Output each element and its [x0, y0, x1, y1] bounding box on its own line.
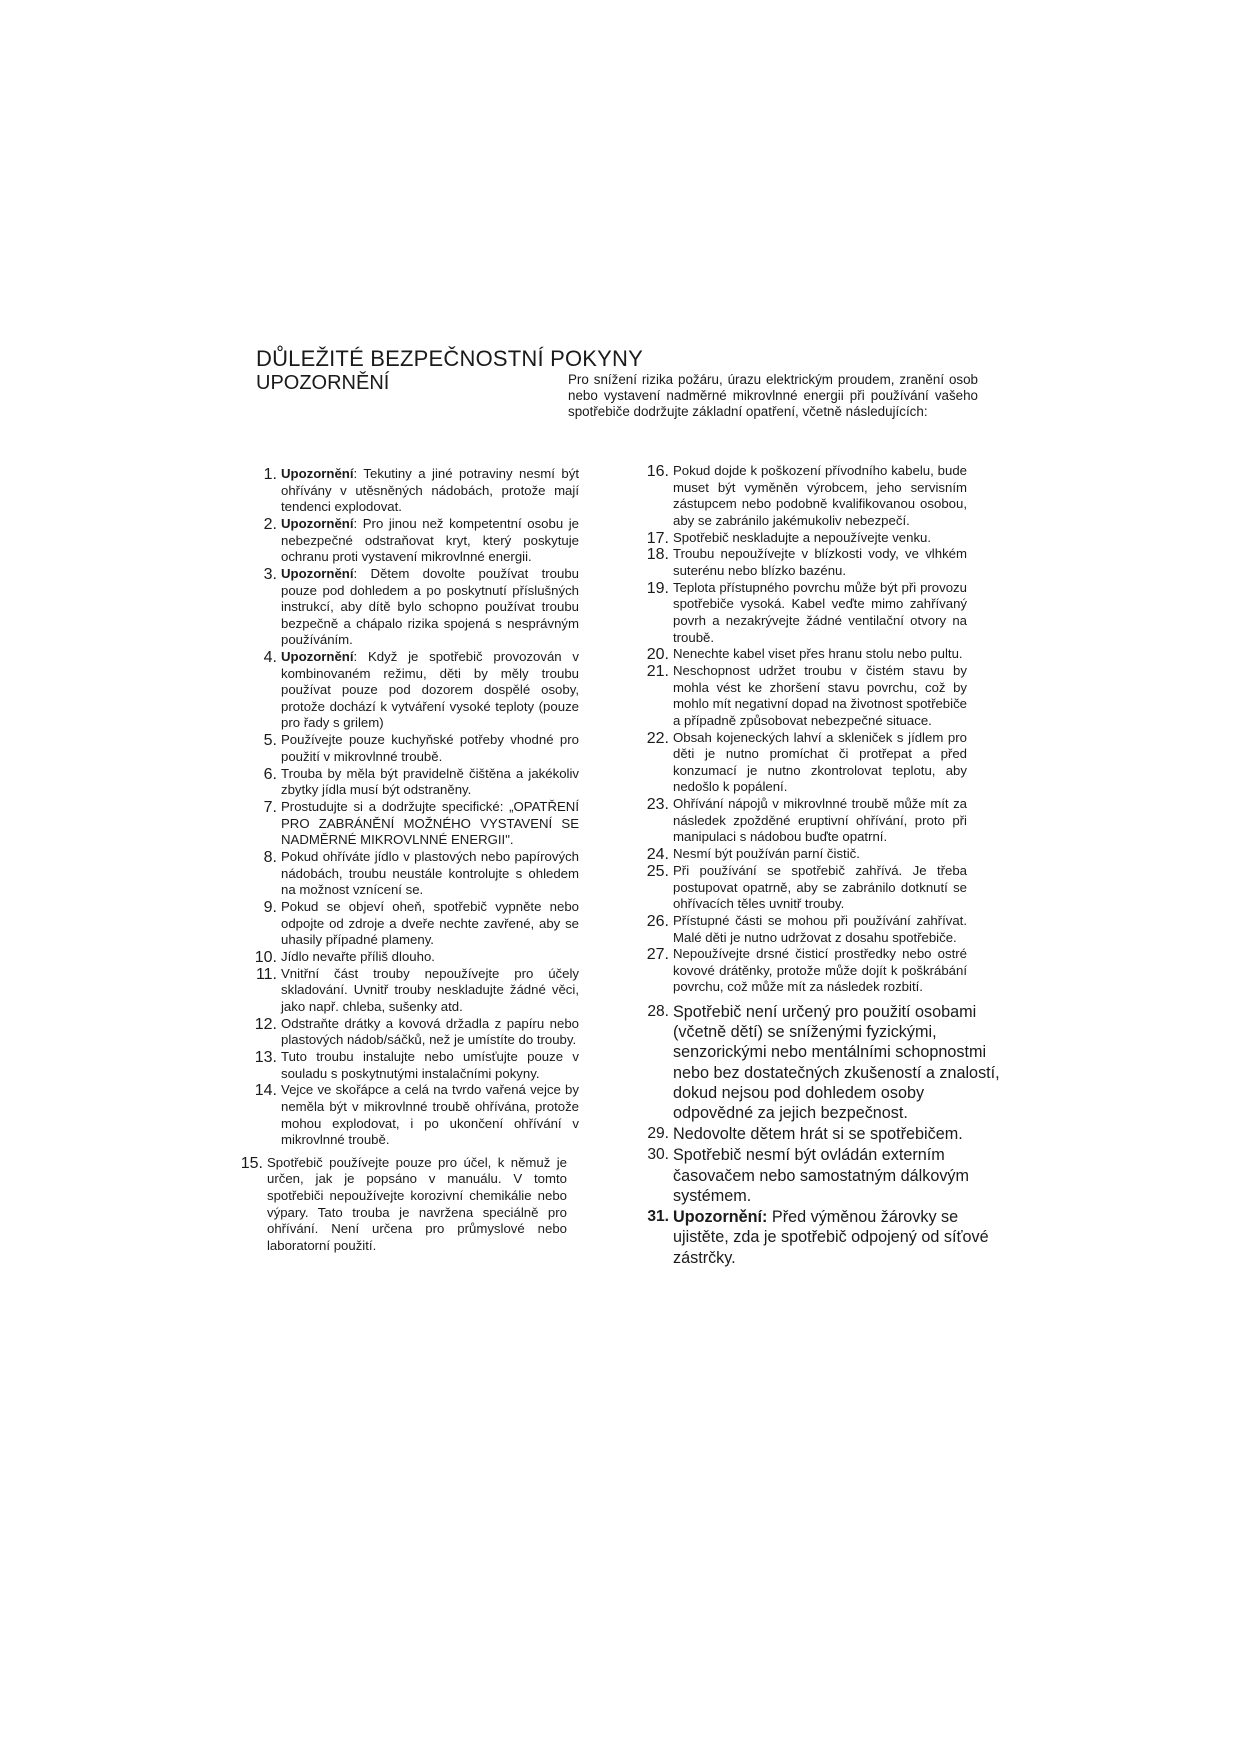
- item-text: Tuto troubu instalujte nebo umísťujte pouze v souladu s poskytnutými instalačními pokyny.: [281, 1049, 579, 1081]
- list-item: [263, 732, 579, 765]
- page-title: DŮLEŽITÉ BEZPEČNOSTNÍ POKYNY: [256, 346, 644, 371]
- list-item: [646, 579, 967, 646]
- item-number: 15.: [240, 1154, 263, 1172]
- item-text: Trouba by měla být pravidelně čištěna a jakékoliv zbytky jídla musí být odstraněny.: [281, 765, 579, 798]
- item-text: Používejte pouze kuchyňské potřeby vhodné pro použití v mikrovlnné troubě.: [281, 732, 579, 764]
- list-item: [646, 846, 967, 864]
- list-item: [254, 948, 579, 966]
- item-number: 18.: [646, 546, 669, 564]
- list-item: [254, 1049, 579, 1082]
- item-number: 27.: [646, 946, 669, 964]
- list-item: [263, 565, 579, 649]
- item-text: Nenechte kabel viset přes hranu stolu nebo pultu.: [673, 646, 963, 662]
- item-text: Spotřebič používejte pouze pro účel, k němuž je určen, jak je popsáno v manuálu. V tomto spotřebiči nepoužívejte korozivní chemikálie nebo výpary. Tato trouba je navržena speciálně pro ohřívání. Není určena pro průmyslové nebo laboratorní použití.: [267, 1154, 567, 1253]
- item-number: 24.: [646, 846, 669, 864]
- list-item: [254, 1015, 579, 1049]
- item-warning-label: Upozornění: [281, 649, 354, 665]
- item-text: Pokud dojde k poškození přívodního kabelu, bude muset být vyměněn výrobcem, jeho servisním zástupcem nebo podobně kvalifikovanou osobou, aby se zabránilo jakémukoliv nebezpečí.: [673, 463, 967, 528]
- item-number: 25.: [646, 862, 669, 880]
- item-number: 5.: [263, 732, 277, 750]
- item-number: 14.: [254, 1082, 277, 1100]
- list-item: [646, 663, 967, 729]
- item-text: Nesmí být používán parní čistič.: [673, 846, 860, 862]
- list-item: [647, 1124, 1003, 1144]
- item-number: 6.: [263, 765, 277, 783]
- item-number: 10.: [254, 948, 277, 966]
- item-text: Odstraňte drátky a kovová držadla z papíru nebo plastových nádob/sáčků, než je umístíte do trouby.: [281, 1015, 579, 1048]
- item-text: Jídlo nevařte příliš dlouho.: [281, 948, 435, 964]
- item-warning-label: Upozornění: [281, 565, 354, 581]
- list-item: [646, 862, 967, 913]
- list-item: [646, 729, 967, 796]
- section-subtitle: UPOZORNĚNÍ: [256, 372, 390, 394]
- item-text: Obsah kojeneckých lahví a skleniček s jídlem pro děti je nutno promíchat či protřepat a před konzumací je nutno zkontrolovat teplotu, aby nedošlo k popálení.: [673, 729, 967, 795]
- list-item: [263, 649, 579, 732]
- item-text: Spotřebič neskladujte a nepoužívejte venku.: [673, 529, 932, 545]
- item-text: Nedovolte dětem hrát si se spotřebičem.: [673, 1125, 963, 1144]
- item-number: 26.: [646, 912, 669, 930]
- instructions-left-column: [240, 466, 579, 1255]
- item-text: Prostudujte si a dodržujte specifické: „OPATŘENÍ PRO ZABRÁNĚNÍ MOŽNÉHO VYSTAVENÍ SE NADMĚRNÉ MIKROVLNNÉ ENERGII".: [281, 799, 579, 848]
- list-item: [646, 946, 967, 996]
- list-item: [646, 646, 967, 664]
- item-number: 29.: [647, 1125, 669, 1143]
- list-item: [254, 1082, 579, 1148]
- item-text: Vejce ve skořápce a celá na tvrdo vařená vejce by neměla být v mikrovlnné troubě ohřívána, protože mohou explodovat, i po ukončení ohřívání v mikrovlnné troubě.: [281, 1082, 579, 1148]
- item-text: : Dětem dovolte používat troubu pouze pod dohledem a po poskytnutí příslušných instrukcí, aby dítě bylo schopno používat troubu bezpečně a chápalo rizika spojená s nesprávným používáním.: [281, 565, 579, 648]
- list-item: [255, 965, 579, 1016]
- list-item: [263, 765, 579, 799]
- item-number: 31.: [647, 1208, 669, 1226]
- item-text: Spotřebič není určený pro použití osobami (včetně dětí) se sníženými fyzickými, senzorickými nebo mentálními schopnostmi nebo bez dostatečných zkušeností a znalostí, dokud nejsou pod dohledem osoby odpovědné za jejich bezpečnost.: [673, 1003, 1000, 1123]
- item-number: 28.: [647, 1003, 669, 1021]
- item-text: Přístupné části se mohou při používání zahřívat. Malé děti je nutno udržovat z dosahu spotřebiče.: [673, 912, 967, 945]
- item-text: Při používání se spotřebič zahřívá. Je třeba postupovat opatrně, aby se zabránilo dotknutí se ohřívacích těles uvnitř trouby.: [673, 862, 967, 912]
- list-item: [263, 799, 579, 849]
- list-item: [647, 1145, 1003, 1206]
- item-number: 7.: [263, 799, 277, 816]
- item-text: : Pro jinou než kompetentní osobu je nebezpečné odstraňovat kryt, který poskytuje ochranu proti vystavení mikrovlnné energii.: [281, 515, 579, 565]
- item-number: 23.: [646, 796, 669, 814]
- item-number: 4.: [263, 649, 277, 667]
- intro-paragraph: Pro snížení rizika požáru, úrazu elektrickým proudem, zranění osob nebo vystavení nadměrné mikrovlnné energii při používání vašeho spotřebiče dodržujte základní opatření, včetně následujících:: [568, 372, 978, 419]
- item-number: 20.: [646, 646, 669, 664]
- list-item: [647, 1002, 1003, 1123]
- list-item: [646, 912, 967, 946]
- list-item: [647, 1207, 1003, 1268]
- list-item: [263, 466, 579, 516]
- item-text: Vnitřní část trouby nepoužívejte pro účely skladování. Uvnitř trouby neskladujte žádné věci, jako např. chleba, sušenky atd.: [281, 965, 579, 1014]
- item-number: 8.: [263, 848, 277, 866]
- list-item: [646, 463, 967, 529]
- list-item: [263, 848, 579, 899]
- item-number: 12.: [254, 1015, 277, 1033]
- item-number: 11.: [255, 965, 277, 983]
- item-text: Pokud ohříváte jídlo v plastových nebo papírových nádobách, troubu neustále kontrolujte s ohledem na možnost vznícení se.: [281, 848, 579, 898]
- item-text: Nepoužívejte drsné čisticí prostředky nebo ostré kovové drátěnky, protože může dojít k poškrábání povrchu, což může mít za následek rozbití.: [673, 946, 967, 995]
- item-number: 9.: [263, 898, 277, 916]
- item-text: Ohřívání nápojů v mikrovlnné troubě může mít za následek zpožděné eruptivní ohřívání, proto při manipulaci s nádobou buďte opatrní.: [673, 796, 967, 845]
- item-text: Troubu nepoužívejte v blízkosti vody, ve vlhkém suterénu nebo blízko bazénu.: [673, 546, 967, 578]
- item-warning-label: Upozornění:: [673, 1208, 768, 1227]
- item-text: : Když je spotřebič provozován v kombinovaném režimu, děti by měly troubu používat pouze pod dozorem dospělé osoby, protože dochází k vytváření vysoké teploty (pouze pro řady s grilem): [281, 649, 579, 731]
- item-text: Spotřebič nesmí být ovládán externím časovačem nebo samostatným dálkovým systémem.: [673, 1146, 969, 1205]
- item-warning-label: Upozornění: [281, 466, 354, 481]
- list-item: [240, 1154, 567, 1255]
- item-text: Teplota přístupného povrchu může být při provozu spotřebiče vysoká. Kabel veďte mimo zahřívaný povrh a nezakrývejte žádné ventilační otvory na troubě.: [673, 579, 967, 645]
- item-number: 2.: [263, 515, 277, 533]
- item-number: 1.: [263, 466, 277, 483]
- list-item: [646, 796, 967, 846]
- list-item: [263, 898, 579, 949]
- item-number: 17.: [646, 529, 669, 547]
- item-text: Pokud se objeví oheň, spotřebič vypněte nebo odpojte od zdroje a dveře nechte zavřené, aby se uhasily případné plameny.: [281, 898, 579, 948]
- item-number: 21.: [646, 663, 669, 681]
- item-number: 22.: [646, 729, 669, 747]
- item-text: Neschopnost udržet troubu v čistém stavu by mohla vést ke zhoršení stavu povrchu, což by mohlo mít negativní dopad na životnost spotřebiče a případně způsobovat nebezpečné situace.: [673, 663, 967, 728]
- item-text: : Tekutiny a jiné potraviny nesmí být ohřívány v utěsněných nádobách, protože mají tendenci explodovat.: [281, 466, 579, 515]
- item-number: 30.: [647, 1146, 669, 1164]
- item-number: 19.: [646, 579, 669, 597]
- list-item: [646, 546, 967, 579]
- item-number: 3.: [263, 565, 277, 583]
- item-warning-label: Upozornění: [281, 515, 354, 531]
- item-number: 13.: [254, 1049, 277, 1067]
- item-text: Před výměnou žárovky se ujistěte, zda je spotřebič odpojený od síťové zástrčky.: [673, 1208, 989, 1267]
- instructions-right-column: [646, 463, 1000, 1269]
- item-number: 16.: [646, 463, 669, 480]
- list-item: [263, 515, 579, 566]
- list-item: [646, 529, 967, 547]
